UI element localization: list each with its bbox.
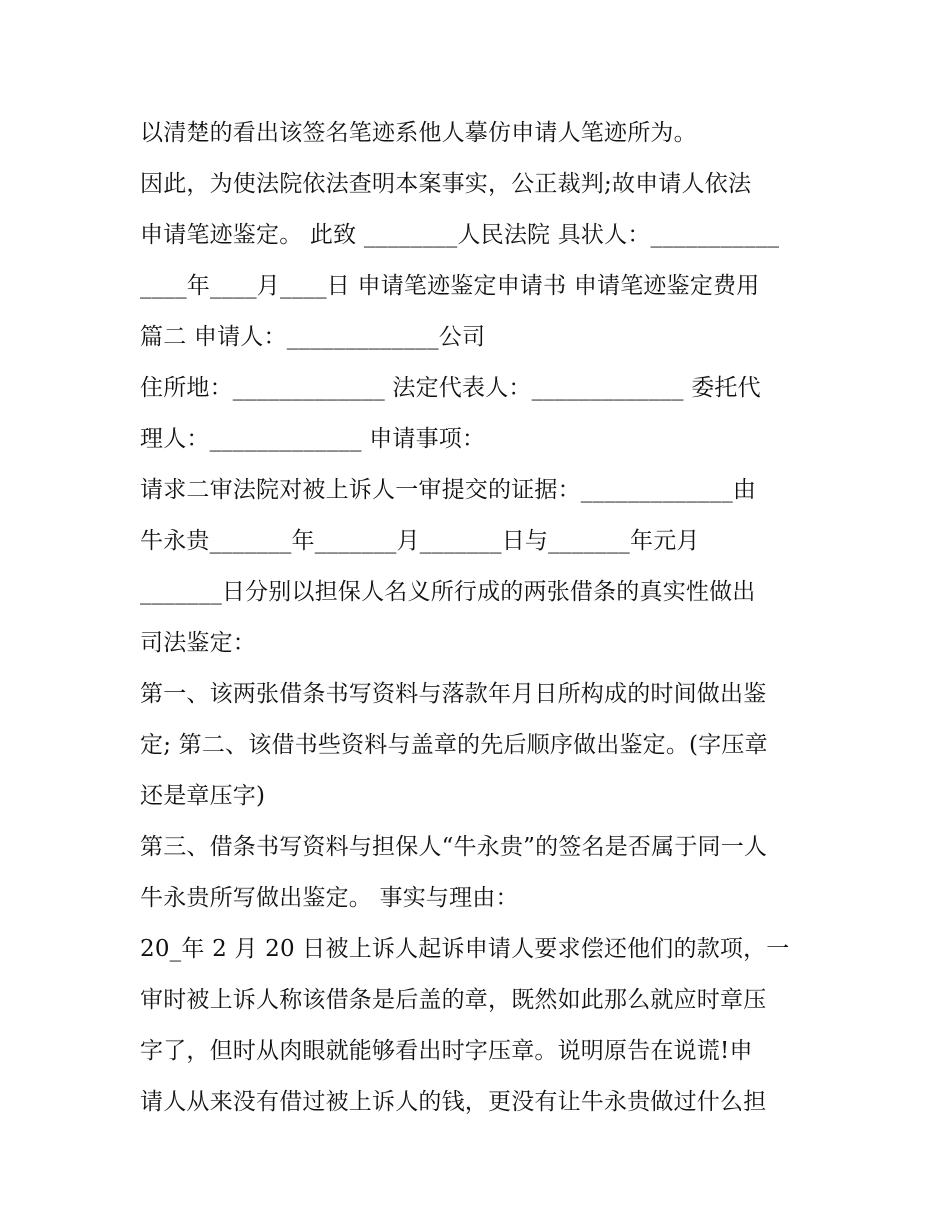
text-line: 请求二审法院对被上诉人一审提交的证据：_____________由 (140, 477, 757, 503)
text-line: 理人：_____________ 申请事项： (140, 426, 486, 452)
text-line: 字了，但时从肉眼就能够看出时字压章。说明原告在说谎!申 (140, 1038, 753, 1064)
text-line: 第三、借条书写资料与担保人“牛永贵”的签名是否属于同一人 (140, 834, 768, 860)
text-line: 20_年 2 月 20 日被上诉人起诉申请人要求偿还他们的款项，一 (140, 936, 790, 962)
text-line: 司法鉴定： (140, 630, 256, 656)
text-line: 申请笔迹鉴定。 此致 ________人民法院 具状人：___________ (140, 222, 780, 248)
text-line: 定; 第二、该借书些资料与盖章的先后顺序做出鉴定。(字压章 (140, 732, 768, 758)
text-line: 因此，为使法院依法查明本案事实，公正裁判;故申请人依法 (140, 171, 752, 197)
text-line: 以清楚的看出该签名笔迹系他人摹仿申请人笔迹所为。 (140, 120, 697, 146)
text-line: ____年____月____日 申请笔迹鉴定申请书 申请笔迹鉴定费用 (140, 273, 760, 299)
text-line: 请人从来没有借过被上诉人的钱，更没有让牛永贵做过什么担 (140, 1089, 767, 1115)
text-line: 审时被上诉人称该借条是后盖的章，既然如此那么就应时章压 (140, 987, 767, 1013)
text-line: 第一、该两张借条书写资料与落款年月日所构成的时间做出鉴 (140, 681, 767, 707)
text-line: 牛永贵所写做出鉴定。 事实与理由： (140, 885, 519, 911)
text-line: 还是章压字) (140, 783, 266, 809)
text-line: 牛永贵_______年_______月_______日与_______年元月 (140, 528, 700, 554)
text-line: _______日分别以担保人名义所行成的两张借条的真实性做出 (140, 579, 756, 605)
document-body (140, 108, 812, 1128)
text-line: 篇二 申请人：_____________公司 (140, 324, 486, 350)
text-line: 住所地：_____________ 法定代表人：_____________ 委托代 (140, 375, 761, 401)
